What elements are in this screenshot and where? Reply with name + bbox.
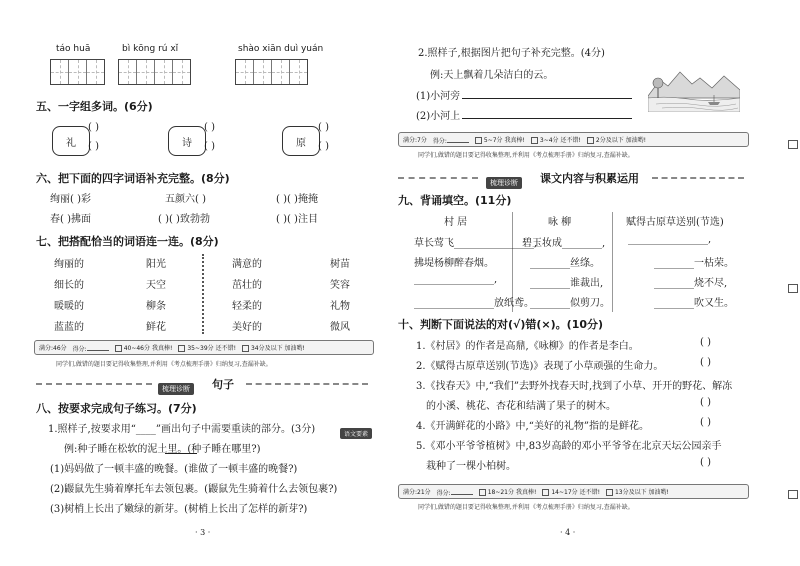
writing-grid-2[interactable]: [118, 59, 191, 85]
q6-r2-3[interactable]: ( )( )注目: [276, 214, 318, 225]
q7-c1-4[interactable]: 蓝蓝的: [54, 322, 84, 333]
pinyin-2: bì kōng rú xǐ: [122, 44, 179, 54]
q6-r1-3[interactable]: ( )( )掩掩: [276, 194, 318, 205]
score-range-3: 34分及以下: [250, 345, 283, 352]
q9-c3-3[interactable]: ________烧不尽,: [654, 278, 728, 289]
q8-title: 八、按要求完成句子练习。(7分): [36, 402, 197, 415]
edge-tab-marker: [788, 284, 798, 293]
score-range-1: 5~7分: [483, 137, 503, 144]
q8-s2[interactable]: (2)鼹鼠先生骑着摩托车去领包裹。(鼹鼠先生骑着什么去领包裹?): [50, 484, 338, 495]
q5-char-box-3: [282, 126, 320, 156]
score-bar-left: [34, 340, 374, 355]
edge-tab-marker: [788, 140, 798, 149]
q10-item-3b: 的小溪、桃花、杏花和结满了果子的树木。: [426, 401, 616, 412]
q5-blank-2b[interactable]: ( ): [204, 141, 215, 152]
q10-item-2: 2.《赋得古原草送别(节选)》表现了小草顽强的生命力。: [416, 361, 664, 372]
review-note-right-2: 同学们,做错的题目要记得收集整理,并利用《考点梳理手册》归纳复习,查漏补缺。: [418, 504, 634, 511]
q7-c1-3[interactable]: 暖暖的: [54, 301, 84, 312]
score-full: 满分:7分: [403, 137, 427, 144]
q10-item-3: 3.《找春天》中,“我们”去野外找春天时,找到了小草、开开的野花、解冻: [416, 381, 733, 392]
section-tag-right: [486, 170, 522, 189]
q7-title: 七、把搭配恰当的词语连一连。(8分): [36, 235, 219, 248]
q6-title: 六、把下面的四字词语补充完整。(8分): [36, 172, 230, 185]
score-got-blank[interactable]: [451, 487, 473, 495]
checkbox-icon[interactable]: [242, 345, 249, 352]
q10-item-5b: 栽种了一棵小柏树。: [426, 461, 516, 472]
q6-r2-2[interactable]: ( )( )致勃勃: [158, 214, 210, 225]
q9-c1-1[interactable]: 草长莺飞________________,: [414, 238, 538, 249]
q7-c3-2[interactable]: 茁壮的: [232, 280, 262, 291]
q7-c2-4[interactable]: 鲜花: [146, 322, 166, 333]
river-landscape-illustration: [648, 66, 740, 112]
q10-item-4: 4.《开满鲜花的小路》中,“美好的礼物”指的是鲜花。: [416, 421, 649, 432]
score-got-blank[interactable]: [447, 135, 469, 143]
q9-c2-4[interactable]: ________似剪刀。: [530, 298, 610, 309]
q7-c3-3[interactable]: 轻柔的: [232, 301, 262, 312]
q7-c1-1[interactable]: 绚丽的: [54, 259, 84, 270]
review-note-left: 同学们,做错的题目要记得收集整理,并利用《考点梳理手册》归纳复习,查漏补缺。: [56, 361, 272, 368]
review-note-right-1: 同学们,做错的题目要记得收集整理,并利用《考点梳理手册》归纳复习,查漏补缺。: [418, 152, 634, 159]
section-title-sentence: 句子: [212, 378, 234, 391]
score-range-3: 13分及以下: [614, 489, 647, 496]
q5-char-box-2: [168, 126, 206, 156]
score-range-3-text: 加油哟!: [625, 137, 647, 144]
q8-item1-tag: [340, 421, 372, 440]
q9-c1-3[interactable]: ________________,: [414, 274, 498, 285]
q8-item1: 1.照样子,按要求用“____”画出句子中需要重读的部分。(3分): [48, 424, 316, 435]
q10-answer-1[interactable]: ( ): [700, 337, 711, 348]
q5-char-1: 礼: [66, 137, 76, 149]
q8-2-s2[interactable]: (2)小河上: [416, 111, 461, 122]
score-full: 满分:21分: [403, 489, 431, 496]
score-range-2-text: 还不错!: [215, 345, 236, 352]
score-got-blank[interactable]: [87, 343, 109, 351]
score-range-2: 35~39分: [187, 345, 214, 352]
q7-c3-1[interactable]: 满意的: [232, 259, 262, 270]
q5-title: 五、一字组多词。(6分): [36, 100, 153, 113]
q5-blank-3a[interactable]: ( ): [318, 122, 329, 133]
checkbox-icon[interactable]: [475, 137, 482, 144]
checkbox-icon[interactable]: [606, 489, 613, 496]
q8-example-underline: [165, 453, 197, 454]
q10-answer-4[interactable]: ( ): [700, 417, 711, 428]
q7-c4-2[interactable]: 笑容: [330, 280, 350, 291]
q8-item1-tag-label: 语文要素: [340, 428, 372, 439]
score-bar-right-1: [398, 132, 749, 147]
edge-tab-marker: [788, 490, 798, 499]
score-got-label: 得分:: [432, 137, 447, 145]
score-got-label: 得分:: [436, 489, 451, 497]
q8-2-title: 2.照样子,根据图片把句子补充完整。(4分): [418, 48, 605, 59]
q9-header-2: 咏 柳: [548, 217, 572, 228]
score-range-1: 18~21分: [487, 489, 515, 496]
q7-c2-2[interactable]: 天空: [146, 280, 166, 291]
q10-answer-5[interactable]: ( ): [700, 457, 711, 468]
q9-c3-1[interactable]: ________________,: [628, 234, 712, 245]
q9-c3-2[interactable]: ________一枯荣。: [654, 258, 734, 269]
score-full: 满分:46分: [39, 345, 67, 352]
q7-c4-4[interactable]: 微风: [330, 322, 350, 333]
score-range-2-text: 还不错!: [579, 489, 600, 496]
section-divider-left: [36, 383, 152, 385]
q8-s3[interactable]: (3)树梢上长出了嫩绿的新芽。(树梢上长出了怎样的新芽?): [50, 504, 308, 515]
writing-grid-1[interactable]: [50, 59, 105, 85]
q10-item-1: 1.《村居》的作者是高鼎,《咏柳》的作者是李白。: [416, 341, 639, 352]
q7-c3-4[interactable]: 美好的: [232, 322, 262, 333]
checkbox-icon[interactable]: [531, 137, 538, 144]
q9-c2-1[interactable]: 碧玉妆成________,: [522, 238, 606, 249]
q10-title: 十、判断下面说法的对(√)错(×)。(10分): [398, 318, 604, 331]
score-got-label: 得分:: [72, 345, 87, 353]
q9-header-1: 村 居: [444, 217, 468, 228]
q6-r2-1[interactable]: 春( )拂面: [50, 214, 91, 225]
score-range-1: 40~46分: [123, 345, 151, 352]
section-tag-label: 梳理诊断: [158, 383, 194, 395]
q8-2-example: 例:天上飘着几朵洁白的云。: [430, 70, 554, 81]
score-range-1-text: 我真棒!: [151, 345, 173, 352]
checkbox-icon[interactable]: [587, 137, 594, 144]
q9-c1-4[interactable]: ________________放纸鸢。: [414, 298, 534, 309]
q5-blank-3b[interactable]: ( ): [318, 141, 329, 152]
q10-item-5: 5.《邓小平爷爷植树》中,83岁高龄的邓小平爷爷在北京天坛公园亲手: [416, 441, 722, 452]
q9-title: 九、背诵填空。(11分): [398, 194, 512, 207]
section-title-content: 课文内容与积累运用: [540, 172, 639, 185]
checkbox-icon[interactable]: [115, 345, 122, 352]
q8-example: 例:种子睡在松软的泥土里。(种子睡在哪里?): [64, 444, 261, 455]
score-range-3-text: 加油哟!: [284, 345, 305, 352]
q6-r1-2[interactable]: 五颜六( ): [165, 194, 206, 205]
q7-c4-3[interactable]: 礼物: [330, 301, 350, 312]
checkbox-icon[interactable]: [479, 489, 486, 496]
score-range-1-text: 我真棒!: [515, 489, 537, 496]
score-range-2: 3~4分: [539, 137, 559, 144]
q9-col-divider-2: [612, 212, 613, 312]
q9-header-3: 赋得古原草送别(节选): [626, 217, 724, 228]
pinyin-1: táo huā: [56, 44, 91, 54]
checkbox-icon[interactable]: [542, 489, 549, 496]
q5-blank-1a[interactable]: ( ): [88, 122, 99, 133]
q9-c3-4[interactable]: ________吹又生。: [654, 298, 734, 309]
score-range-3-text: 加油哟!: [648, 489, 669, 496]
q7-c1-2[interactable]: 细长的: [54, 280, 84, 291]
q9-c2-3[interactable]: ________谁裁出,: [530, 278, 604, 289]
q7-c2-1[interactable]: 阳光: [146, 259, 166, 270]
pinyin-3: shào xiān duì yuán: [238, 44, 324, 54]
q7-c2-3[interactable]: 柳条: [146, 301, 166, 312]
q9-c2-2[interactable]: ________丝绦。: [530, 258, 600, 269]
q5-blank-1b[interactable]: ( ): [88, 141, 99, 152]
q8-s1[interactable]: (1)妈妈做了一顿丰盛的晚餐。(谁做了一顿丰盛的晚餐?): [50, 464, 298, 475]
section-divider-right: [246, 383, 368, 385]
q7-divider: [202, 254, 204, 334]
writing-grid-3[interactable]: [235, 59, 308, 85]
q5-blank-2a[interactable]: ( ): [204, 122, 215, 133]
q8-2-s1-line[interactable]: [462, 98, 632, 99]
q6-r1-1[interactable]: 绚丽( )彩: [50, 194, 91, 205]
q8-2-s2-line[interactable]: [462, 118, 632, 119]
q9-c1-2: 拂堤杨柳醉春烟。: [414, 258, 494, 269]
score-range-2-text: 还不错!: [560, 137, 581, 144]
q10-answer-3[interactable]: ( ): [700, 397, 711, 408]
section-divider-left: [398, 177, 478, 179]
score-range-2: 14~17分: [551, 489, 578, 496]
checkbox-icon[interactable]: [178, 345, 185, 352]
page-number-left: · 3 ·: [195, 528, 211, 537]
q7-c4-1[interactable]: 树苗: [330, 259, 350, 270]
page-number-right: · 4 ·: [560, 528, 576, 537]
section-divider-right: [652, 177, 744, 179]
score-range-1-text: 我真棒!: [504, 137, 525, 144]
section-tag-left: [158, 376, 194, 395]
score-bar-right-2: [398, 484, 749, 499]
q10-answer-2[interactable]: ( ): [700, 357, 711, 368]
score-range-3: 2分及以下: [595, 137, 624, 144]
q8-2-s1[interactable]: (1)小河旁: [416, 91, 461, 102]
q5-char-3: 原: [296, 137, 306, 149]
q5-char-box-1: [52, 126, 90, 156]
section-tag-label: 梳理诊断: [486, 177, 522, 189]
q5-char-2: 诗: [182, 137, 192, 149]
